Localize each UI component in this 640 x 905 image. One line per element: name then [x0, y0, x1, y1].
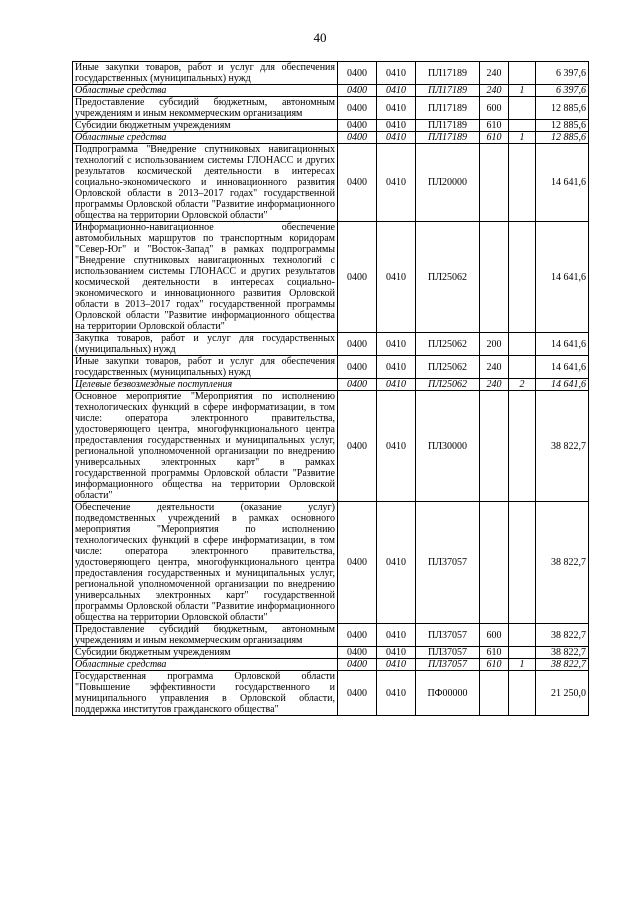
target-article-code: ПЛ17189	[416, 97, 480, 120]
row-name: Предоставление субсидий бюджетным, автономным учреждениям и иным некоммерческим организациям	[73, 624, 338, 647]
section-code: 0400	[338, 144, 377, 222]
section-code: 0400	[338, 97, 377, 120]
expense-type-code: 240	[480, 379, 509, 391]
amount: 12 885,6	[536, 97, 589, 120]
source-code	[509, 624, 536, 647]
subsection-code: 0410	[377, 222, 416, 333]
row-name: Целевые безвозмездные поступления	[73, 379, 338, 391]
expense-type-code: 610	[480, 659, 509, 671]
row-name: Областные средства	[73, 85, 338, 97]
row-name: Предоставление субсидий бюджетным, автономным учреждениям и иным некоммерческим организациям	[73, 97, 338, 120]
table-row	[73, 659, 589, 671]
expense-type-code: 240	[480, 85, 509, 97]
section-code: 0400	[338, 671, 377, 716]
amount: 14 641,6	[536, 356, 589, 379]
amount: 38 822,7	[536, 502, 589, 624]
table-row	[73, 356, 589, 379]
target-article-code: ПЛ30000	[416, 391, 480, 502]
section-code: 0400	[338, 85, 377, 97]
section-code: 0400	[338, 624, 377, 647]
source-code	[509, 391, 536, 502]
target-article-code: ПЛ25062	[416, 379, 480, 391]
row-name: Субсидии бюджетным учреждениям	[73, 120, 338, 132]
expense-type-code: 610	[480, 132, 509, 144]
target-article-code: ПЛ37057	[416, 502, 480, 624]
target-article-code: ПЛ37057	[416, 647, 480, 659]
row-name: Иные закупки товаров, работ и услуг для обеспечения государственных (муниципальных) нужд	[73, 356, 338, 379]
section-code: 0400	[338, 120, 377, 132]
subsection-code: 0410	[377, 391, 416, 502]
source-code	[509, 333, 536, 356]
target-article-code: ПЛ25062	[416, 356, 480, 379]
expense-type-code: 610	[480, 120, 509, 132]
target-article-code: ПЛ37057	[416, 659, 480, 671]
amount: 38 822,7	[536, 624, 589, 647]
expense-type-code: 240	[480, 356, 509, 379]
target-article-code: ПЛ17189	[416, 132, 480, 144]
target-article-code: ПЛ25062	[416, 333, 480, 356]
section-code: 0400	[338, 333, 377, 356]
source-code	[509, 62, 536, 85]
target-article-code: ПЛ17189	[416, 120, 480, 132]
expense-type-code	[480, 671, 509, 716]
table-row	[73, 379, 589, 391]
section-code: 0400	[338, 379, 377, 391]
table-row	[73, 624, 589, 647]
target-article-code: ПЛ17189	[416, 85, 480, 97]
section-code: 0400	[338, 659, 377, 671]
amount: 14 641,6	[536, 222, 589, 333]
expense-type-code: 600	[480, 97, 509, 120]
expense-type-code	[480, 144, 509, 222]
target-article-code: ПЛ25062	[416, 222, 480, 333]
source-code	[509, 120, 536, 132]
amount: 21 250,0	[536, 671, 589, 716]
row-name: Субсидии бюджетным учреждениям	[73, 647, 338, 659]
source-code: 1	[509, 132, 536, 144]
section-code: 0400	[338, 647, 377, 659]
row-name: Информационно-навигационное обеспечение автомобильных маршрутов по транспортным коридорам "Север-Юг" и "Восток-Запад" в рамках подпрограммы "Внедрение спутниковых навигационных технологий с использованием системы ГЛОНАСС и других результатов космической деятельности в интересах социально-экономического и инновационного развития Орловской области в 2013–2017 годах" государственной программы Орловской области "Развитие информационного общества на территории Орловской области"	[73, 222, 338, 333]
section-code: 0400	[338, 222, 377, 333]
amount: 6 397,6	[536, 62, 589, 85]
target-article-code: ПФ00000	[416, 671, 480, 716]
section-code: 0400	[338, 391, 377, 502]
row-name: Основное мероприятие "Мероприятия по исполнению технологических функций в сфере информатизации, в том числе: оператора электронного правительства, удостоверяющего центра, многофункционального центра предоставления государственных и муниципальных услуг, региональной уполномоченной организации по внедрению универсальных электронных карт" в рамках государственной программы Орловской области "Развитие информационного общества на территории Орловской области"	[73, 391, 338, 502]
table-row	[73, 333, 589, 356]
subsection-code: 0410	[377, 502, 416, 624]
source-code	[509, 97, 536, 120]
expense-type-code	[480, 391, 509, 502]
source-code: 1	[509, 85, 536, 97]
source-code	[509, 222, 536, 333]
section-code: 0400	[338, 356, 377, 379]
subsection-code: 0410	[377, 671, 416, 716]
table-row	[73, 671, 589, 716]
table-row	[73, 222, 589, 333]
target-article-code: ПЛ37057	[416, 624, 480, 647]
row-name: Обеспечение деятельности (оказание услуг) подведомственных учреждений в рамках основного мероприятия "Мероприятия по исполнению технологических функций в сфере информатизации, в том числе: оператора электронного правительства, удостоверяющего центра, многофункционального центра предоставления государственных и муниципальных услуг, региональной уполномоченной организации по внедрению универсальных электронных карт" государственной программы Орловской области "Развитие информационного общества на территории Орловской области"	[73, 502, 338, 624]
budget-table	[72, 61, 589, 716]
amount: 12 885,6	[536, 132, 589, 144]
row-name: Подпрограмма "Внедрение спутниковых навигационных технологий с использованием системы ГЛОНАСС и других результатов космической деятельности в интересах социально-экономического и инновационного развития Орловской области в 2013–2017 годах" государственной программы Орловской области "Развитие информационного общества на территории Орловской области"	[73, 144, 338, 222]
amount: 14 641,6	[536, 379, 589, 391]
source-code	[509, 502, 536, 624]
subsection-code: 0410	[377, 356, 416, 379]
expense-type-code	[480, 502, 509, 624]
subsection-code: 0410	[377, 85, 416, 97]
amount: 38 822,7	[536, 659, 589, 671]
table-row	[73, 144, 589, 222]
target-article-code: ПЛ17189	[416, 62, 480, 85]
row-name: Областные средства	[73, 132, 338, 144]
subsection-code: 0410	[377, 659, 416, 671]
subsection-code: 0410	[377, 132, 416, 144]
row-name: Закупка товаров, работ и услуг для государственных (муниципальных) нужд	[73, 333, 338, 356]
row-name: Иные закупки товаров, работ и услуг для обеспечения государственных (муниципальных) нужд	[73, 62, 338, 85]
amount: 38 822,7	[536, 647, 589, 659]
source-code: 2	[509, 379, 536, 391]
subsection-code: 0410	[377, 647, 416, 659]
amount: 12 885,6	[536, 120, 589, 132]
subsection-code: 0410	[377, 62, 416, 85]
source-code	[509, 144, 536, 222]
subsection-code: 0410	[377, 379, 416, 391]
subsection-code: 0410	[377, 333, 416, 356]
table-row	[73, 647, 589, 659]
table-row	[73, 97, 589, 120]
source-code	[509, 356, 536, 379]
subsection-code: 0410	[377, 144, 416, 222]
row-name: Областные средства	[73, 659, 338, 671]
table-row	[73, 85, 589, 97]
source-code	[509, 671, 536, 716]
expense-type-code: 610	[480, 647, 509, 659]
section-code: 0400	[338, 62, 377, 85]
amount: 6 397,6	[536, 85, 589, 97]
table-row	[73, 62, 589, 85]
expense-type-code: 200	[480, 333, 509, 356]
table-row	[73, 391, 589, 502]
amount: 14 641,6	[536, 144, 589, 222]
expense-type-code	[480, 222, 509, 333]
source-code: 1	[509, 659, 536, 671]
section-code: 0400	[338, 502, 377, 624]
table-row	[73, 132, 589, 144]
table-row	[73, 120, 589, 132]
expense-type-code: 600	[480, 624, 509, 647]
section-code: 0400	[338, 132, 377, 144]
row-name: Государственная программа Орловской области "Повышение эффективности государственного и муниципального управления в Орловской области, поддержка институтов гражданского общества"	[73, 671, 338, 716]
subsection-code: 0410	[377, 624, 416, 647]
table-row	[73, 502, 589, 624]
page-number: 40	[313, 30, 327, 45]
expense-type-code: 240	[480, 62, 509, 85]
subsection-code: 0410	[377, 120, 416, 132]
source-code	[509, 647, 536, 659]
amount: 38 822,7	[536, 391, 589, 502]
budget-table-body	[73, 62, 589, 716]
amount: 14 641,6	[536, 333, 589, 356]
target-article-code: ПЛ20000	[416, 144, 480, 222]
subsection-code: 0410	[377, 97, 416, 120]
